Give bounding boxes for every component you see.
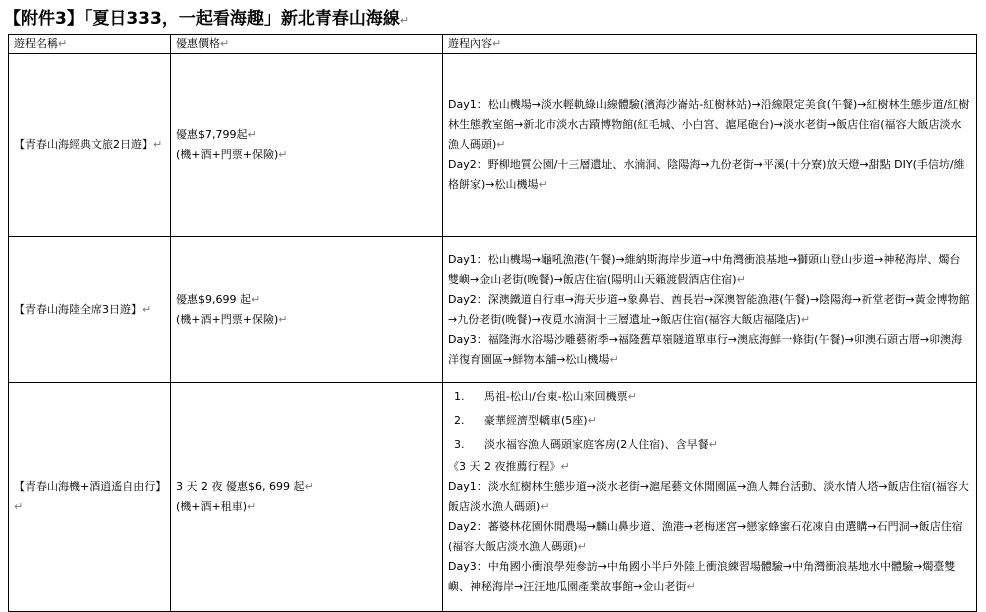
itinerary-day: Day2：深澳鐵道自行車→海天步道→象鼻岩、酋長岩→深澳智能漁港(午餐)→陰陽海→祈堂老街→黃金博物館→九份老街(晚餐)→夜覓水湳洞十三層遺址→飯店住宿(福容大飯店福隆店)↵	[448, 292, 970, 326]
itinerary-subtitle: 《3 天 2 夜推薦行程》↵	[448, 460, 570, 473]
document-title	[4, 4, 409, 29]
paragraph-mark-icon: ↵	[399, 14, 410, 27]
tour-content	[443, 237, 977, 383]
tour-name: 【青春山海陸全席3日遊】↵	[9, 237, 171, 383]
list-item: 2. 豪華經濟型轎車(5座)↵	[454, 414, 597, 427]
table-row	[9, 54, 977, 237]
table-header-row	[9, 35, 977, 54]
list-item: 1. 馬祖-松山/台東-松山來回機票↵	[454, 390, 637, 403]
tour-name: 【青春山海經典文旅2日遊】↵	[9, 54, 171, 237]
title-text: 【附件3】「夏日333，一起看海趣」新北青春山海線	[4, 9, 400, 29]
tour-price: 優惠$9,699 起↵ (機+酒+門票+保險)↵	[171, 237, 443, 383]
list-item: 3. 淡水福容漁人碼頭家庭客房(2人住宿)、含早餐↵	[454, 438, 718, 451]
tour-content	[443, 54, 977, 237]
tour-content	[443, 383, 977, 612]
header-price: 優惠價格↵	[171, 35, 443, 54]
header-name: 遊程名稱↵	[9, 35, 171, 54]
table-row	[9, 237, 977, 383]
itinerary-table	[8, 34, 977, 612]
tour-price: 優惠$7,799起↵ (機+酒+門票+保險)↵	[171, 54, 443, 237]
itinerary-day: Day1：松山機場→龜吼漁港(午餐)→維納斯海岸步道→中角灣衝浪基地→獅頭山登山步道→神秘海岸、燭台雙嶼→金山老街(晚餐)→飯店住宿(陽明山天籟渡假酒店住宿)↵	[448, 252, 961, 286]
itinerary-day: Day3：中角國小衝浪學苑參訪→中角國小半戶外陸上衝浪練習場體驗→中角灣衝浪基地水中體驗→燭臺雙嶼、神秘海岸→汪汪地瓜園產業故事館→金山老街↵	[448, 560, 956, 593]
itinerary-day: Day1：松山機場→淡水輕軌綠山線體驗(濱海沙崙站-紅樹林站)→沿線限定美食(午餐)→紅樹林生態步道/紅樹林生態教室館→新北市淡水古蹟博物館(紅毛城、小白宮、滬尾砲台)→淡水老街→飯店住宿(福容大飯店淡水漁人碼頭)↵	[448, 98, 970, 151]
header-content: 遊程內容↵	[443, 35, 977, 54]
itinerary-day: Day1：淡水紅樹林生態步道→淡水老街→滬尾藝文休閒園區→漁人舞台活動、淡水情人塔→飯店住宿(福容大飯店淡水漁人碼頭)↵	[448, 480, 969, 513]
itinerary-day: Day2：野柳地質公園/十三層遺址、水湳洞、陰陽海→九份老街→平溪(十分寮)放天燈→甜點 DIY(手信坊/維格餅家)→松山機場↵	[448, 158, 965, 191]
tour-name: 【青春山海機+酒逍遙自由行】↵	[9, 383, 171, 612]
table-row	[9, 383, 977, 612]
itinerary-day: Day3：福隆海水浴場沙雕藝術季→福隆舊草嶺隧道單車行→澳底海鮮一條街(午餐)→卯澳石頭古厝→卯澳海洋復育園區→鮮物本舖→松山機場↵	[448, 332, 963, 366]
tour-price: 3 天 2 夜 優惠$6, 699 起↵ (機+酒+租車)↵	[171, 383, 443, 612]
itinerary-day: Day2：蕃婆林花園休閒農場→麟山鼻步道、漁港→老梅迷宮→戀家蜂蜜石花凍自由選購→石門洞→飯店住宿(福容大飯店淡水漁人碼頭)↵	[448, 520, 963, 553]
